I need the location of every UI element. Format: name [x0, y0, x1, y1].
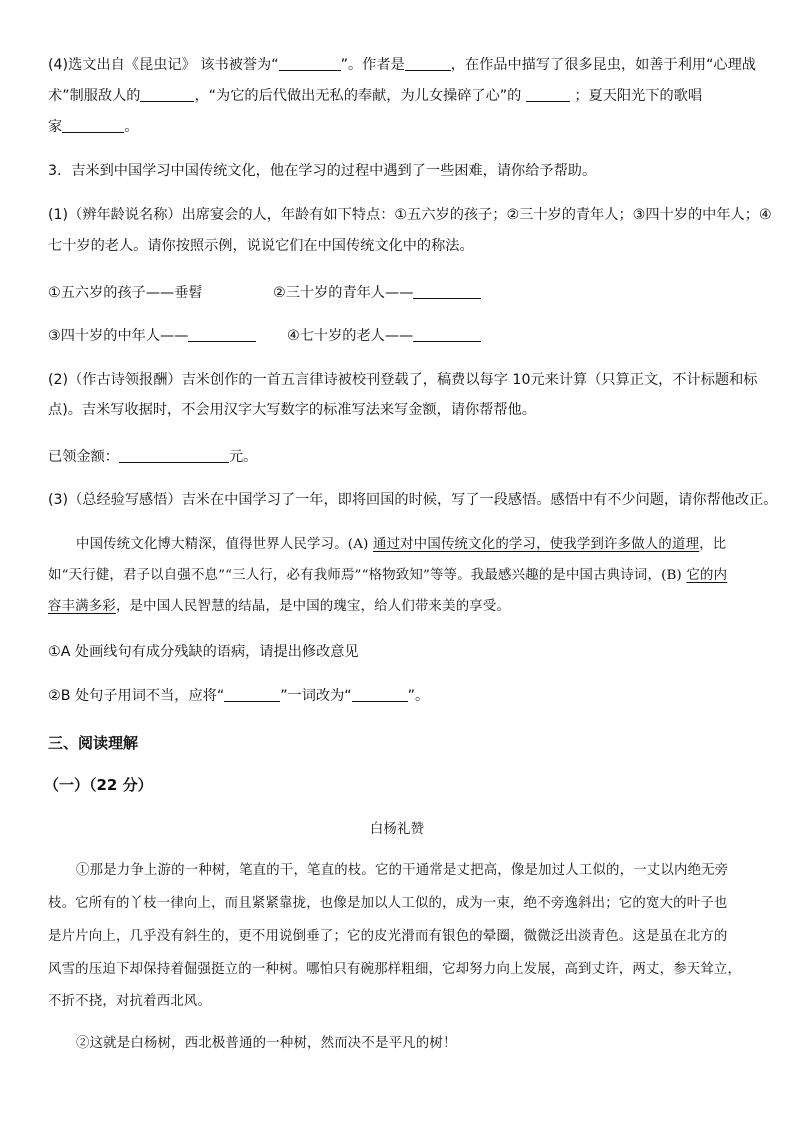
text: (4)选文出自《昆虫记》 该书被誉为“	[48, 57, 279, 73]
question-4-line-2	[48, 86, 702, 106]
example-row-2b	[287, 326, 481, 346]
question-b	[48, 686, 429, 706]
amount-row	[48, 447, 257, 467]
question-4-line-3	[48, 117, 138, 137]
answer-blank[interactable]	[188, 327, 256, 342]
question-3-intro: 3．吉米到中国学习中国传统文化，他在学习的过程中遇到了一些困难，请你给予帮助。	[48, 163, 597, 179]
paragraph-1-line-1: ①那是力争上游的一种树，笔直的干，笔直的枝。它的干通常是丈把高，像是加过人工似的，一丈以内绝无旁	[76, 863, 729, 878]
example-4: ④七十岁的老人——	[287, 328, 414, 344]
subsection-heading: （一）（22 分）	[44, 776, 153, 794]
text: ，在作品中描写了很多昆虫，如善于利用“心理战	[450, 57, 756, 73]
text: 如“天行健，君子以自强不息”“三人行，必有我师焉”“格物致知”等等。我最感兴趣的是中国古典诗词，(B)	[48, 568, 687, 583]
answer-blank[interactable]	[62, 118, 124, 133]
underlined-sentence-a: 通过对中国传统文化的学习，使我学到许多做人的道理	[373, 537, 700, 552]
question-3-2-line-2: 点)。吉米写收据时，不会用汉字大写数字的标准写法来写金额，请你帮帮他。	[48, 402, 536, 418]
paragraph-1-line-5: 不折不挠，对抗着西北风。	[48, 994, 212, 1009]
passage-line-1	[76, 535, 726, 555]
text: ②B 处句子用词不当，应将“	[48, 688, 225, 704]
text: ；夏天阳光下的歌唱	[569, 88, 703, 104]
underlined-sentence-b: 它的内	[686, 568, 728, 583]
amount-blank[interactable]	[119, 448, 229, 463]
example-row-1b	[273, 283, 481, 303]
text: 中国传统文化博大精深，值得世界人民学习。(A)	[76, 537, 373, 552]
answer-blank[interactable]	[224, 687, 280, 702]
question-a: ①A 处画线句有成分残缺的语病，请提出修改意见	[48, 644, 359, 660]
example-3: ③四十岁的中年人——	[48, 328, 189, 344]
question-3-3: (3)（总经验写感悟）吉米在中国学习了一年，即将回国的时候，写了一段感悟。感悟中有不少问题，请你帮他改正。	[48, 492, 778, 508]
text: ，比	[699, 537, 727, 552]
answer-blank[interactable]	[413, 284, 481, 299]
amount-label: 已领金额：	[48, 449, 119, 465]
answer-blank[interactable]	[526, 87, 570, 102]
example-row-2	[48, 326, 256, 346]
text: ”。作者是	[340, 57, 405, 73]
text: ，“为它的后代做出无私的奉献，为儿女操碎了心”的	[194, 88, 526, 104]
paragraph-1-line-4: 风雪的压迫下却保持着倔强挺立的一种树。哪怕只有碗那样粗细，它却努力向上发展，高到丈许，两丈，参天耸立，	[48, 962, 742, 977]
answer-blank[interactable]	[352, 687, 408, 702]
answer-blank[interactable]	[413, 327, 481, 342]
example-1: ①五六岁的孩子——垂髫	[48, 285, 203, 301]
paragraph-1-line-2: 枝。它所有的丫枝一律向上，而且紧紧靠拢，也像是加以人工似的，成为一束，绝不旁逸斜出；它的宽大的叶子也	[48, 896, 728, 911]
answer-blank[interactable]	[279, 56, 341, 71]
text: 术”制服敌人的	[48, 88, 141, 104]
passage-line-2	[48, 566, 727, 586]
underlined-sentence-b-cont: 容丰满多彩	[48, 599, 116, 614]
article-title: 白杨礼赞	[369, 822, 425, 837]
text: 家	[48, 119, 63, 135]
text: 。	[124, 119, 139, 135]
text: ”。	[407, 688, 430, 704]
text: ，是中国人民智慧的结晶，是中国的瑰宝，给人们带来美的享受。	[115, 599, 511, 614]
question-3-2-line-1: (2)（作古诗领报酬）吉米创作的一首五言律诗被校刊登载了，稿费以每字 10元来计算（只算正文，不计标题和标	[48, 372, 758, 388]
amount-unit: 元。	[228, 449, 258, 465]
text: ”一词改为“	[280, 688, 352, 704]
paragraph-1-line-3: 是片片向上，几乎没有斜生的，更不用说倒垂了；它的皮光滑而有银色的晕圈，微微泛出淡青色。这是虽在北方的	[48, 929, 728, 944]
question-3-1-line-2: 七十岁的老人。请你按照示例，说说它们在中国传统文化中的称法。	[48, 238, 474, 254]
section-heading: 三、阅读理解	[48, 734, 139, 752]
question-3-1-line-1: (1)（辨年龄说名称）出席宴会的人，年龄有如下特点：①五六岁的孩子；②三十岁的青年人；③四十岁的中年人；④	[48, 207, 772, 223]
question-4-line-1	[48, 55, 756, 75]
paragraph-2: ②这就是白杨树，西北极普通的一种树，然而决不是平凡的树！	[76, 1036, 457, 1051]
answer-blank[interactable]	[405, 56, 451, 71]
example-2: ②三十岁的青年人——	[273, 285, 414, 301]
passage-line-3	[48, 597, 510, 617]
answer-blank[interactable]	[140, 87, 194, 102]
example-row-1	[48, 283, 203, 303]
